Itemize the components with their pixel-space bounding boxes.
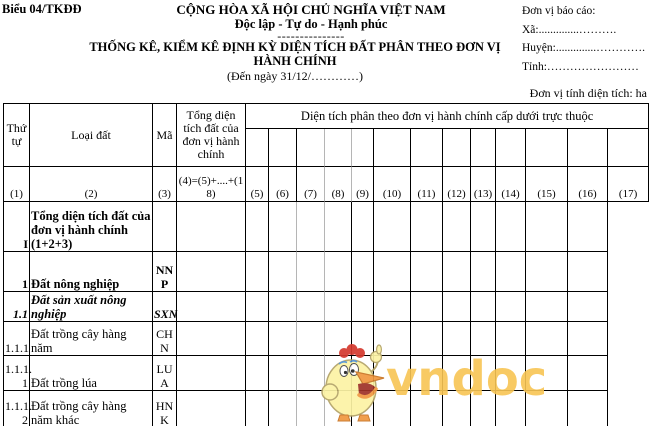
value-cell [411, 129, 443, 167]
order-cell: 1.1.1 [4, 322, 30, 356]
colnum-cell: (9) [352, 167, 374, 202]
value-cell [297, 292, 325, 322]
value-cell [246, 129, 269, 167]
code-cell [153, 202, 177, 252]
landtype-cell: Tổng diện tích đất của đơn vị hành chính (1+2+3) [30, 202, 153, 252]
value-cell [269, 356, 297, 391]
colnum-cell: (2) [30, 167, 153, 202]
value-cell [269, 252, 297, 292]
landtype-cell: Đất trồng lúa [30, 356, 153, 391]
value-cell [526, 252, 568, 292]
colnum-cell: (12) [443, 167, 471, 202]
value-cell [325, 202, 352, 252]
colnum-cell: (4)=(5)+....+(18) [177, 167, 246, 202]
code-cell: NN P [153, 252, 177, 292]
colnum-cell: (13) [471, 167, 496, 202]
unit-note: Đơn vị tính diện tích: ha [529, 86, 647, 100]
value-cell [443, 292, 471, 322]
value-cell [443, 202, 471, 252]
value-cell [496, 129, 526, 167]
value-cell [325, 292, 352, 322]
colnum-cell: (8) [325, 167, 352, 202]
value-cell [269, 129, 297, 167]
colnum-cell: (16) [568, 167, 608, 202]
value-cell [411, 202, 443, 252]
value-cell [246, 252, 269, 292]
col-order-header: Thứ tự [4, 104, 30, 167]
value-cell [411, 292, 443, 322]
value-cell [443, 252, 471, 292]
value-cell [374, 129, 411, 167]
value-cell [246, 322, 269, 356]
value-cell [568, 322, 608, 356]
table-row [4, 292, 649, 322]
value-cell [374, 252, 411, 292]
district-field: Huyện:..............…………. [522, 42, 645, 54]
value-cell [269, 391, 297, 426]
value-cell [496, 292, 526, 322]
value-cell [526, 129, 568, 167]
value-cell [269, 322, 297, 356]
colnum-cell: (7) [297, 167, 325, 202]
value-cell [325, 129, 352, 167]
value-cell [471, 252, 496, 292]
value-cell [352, 129, 374, 167]
vndoc-wordmark: vndoc [386, 351, 548, 407]
value-cell [297, 129, 325, 167]
value-cell [496, 202, 526, 252]
code-cell: SXN [153, 292, 177, 322]
header-row-numbers [4, 167, 649, 202]
landtype-cell: Đất nông nghiệp [30, 252, 153, 292]
colnum-cell: (3) [153, 167, 177, 202]
value-cell [177, 391, 246, 426]
code-cell: LU A [153, 356, 177, 391]
value-cell [352, 292, 374, 322]
colnum-cell: (1) [4, 167, 30, 202]
colnum-cell: (17) [608, 167, 649, 202]
form-title-line2: HÀNH CHÍNH [253, 54, 337, 68]
order-cell: 1.1.1. 2 [4, 391, 30, 426]
value-cell [177, 356, 246, 391]
landtype-cell: Đất sản xuất nông nghiệp [30, 292, 153, 322]
code-cell: CH N [153, 322, 177, 356]
reporting-unit-label: Đơn vị báo cáo: [522, 5, 596, 17]
value-cell [526, 292, 568, 322]
value-cell [269, 292, 297, 322]
value-cell [297, 252, 325, 292]
landtype-cell: Đất trồng cây hàng năm khác [30, 391, 153, 426]
value-cell [352, 202, 374, 252]
value-cell [297, 202, 325, 252]
colnum-cell: (5) [246, 167, 269, 202]
value-cell [608, 129, 649, 167]
code-cell: HN K [153, 391, 177, 426]
header-row-group [4, 104, 649, 129]
national-motto-line1: CỘNG HÒA XÃ HỘI CHỦ NGHĨA VIỆT NAM [176, 2, 446, 17]
value-cell [471, 129, 496, 167]
order-cell: 1 [4, 252, 30, 292]
value-cell [177, 202, 246, 252]
value-cell [177, 322, 246, 356]
value-cell [496, 252, 526, 292]
value-cell [246, 202, 269, 252]
value-cell [568, 391, 608, 426]
motto-separator: --------------- [277, 29, 345, 43]
value-cell [177, 292, 246, 322]
col-landtype-header: Loại đất [30, 104, 153, 167]
form-date: (Đến ngày 31/12/…………) [227, 69, 363, 83]
col-group-header: Diện tích phân theo đơn vị hành chính cấp dưới trực thuộc [246, 104, 649, 129]
value-cell [568, 129, 608, 167]
value-cell [352, 252, 374, 292]
value-cell [568, 202, 608, 252]
value-cell [325, 252, 352, 292]
value-cell [471, 292, 496, 322]
form-title-block [35, 40, 555, 83]
order-cell: 1.1 [4, 292, 30, 322]
value-cell [269, 202, 297, 252]
value-cell [246, 356, 269, 391]
table-row [4, 202, 649, 252]
colnum-cell: (14) [496, 167, 526, 202]
form-title-line1: THỐNG KÊ, KIỂM KÊ ĐỊNH KỲ DIỆN TÍCH ĐẤT PHÂN THEO ĐƠN VỊ [89, 40, 501, 54]
value-cell [374, 292, 411, 322]
national-header [155, 2, 467, 41]
value-cell [374, 202, 411, 252]
colnum-cell: (11) [411, 167, 443, 202]
national-motto-line2: Độc lập - Tự do - Hạnh phúc [234, 17, 388, 31]
order-cell: I [4, 202, 30, 252]
value-cell [443, 129, 471, 167]
colnum-cell: (10) [374, 167, 411, 202]
value-cell [568, 292, 608, 322]
landtype-cell: Đất trồng cây hàng năm [30, 322, 153, 356]
value-cell [177, 252, 246, 292]
chicken-mascot-icon [318, 343, 392, 423]
col-total-header: Tổng diện tích đất của đơn vị hành chính [177, 104, 246, 167]
table-row [4, 252, 649, 292]
value-cell [568, 356, 608, 391]
order-cell: 1.1.1. 1 [4, 356, 30, 391]
value-cell [526, 202, 568, 252]
colnum-cell: (15) [526, 167, 568, 202]
value-cell [568, 252, 608, 292]
commune-field: Xã:..............………. [522, 23, 617, 36]
value-cell [411, 252, 443, 292]
colnum-cell: (6) [269, 167, 297, 202]
province-field: Tỉnh:…………………… [522, 60, 639, 73]
value-cell [471, 202, 496, 252]
value-cell [246, 292, 269, 322]
value-cell [246, 391, 269, 426]
col-code-header: Mã [153, 104, 177, 167]
form-code: Biểu 04/TKĐĐ [2, 2, 82, 16]
